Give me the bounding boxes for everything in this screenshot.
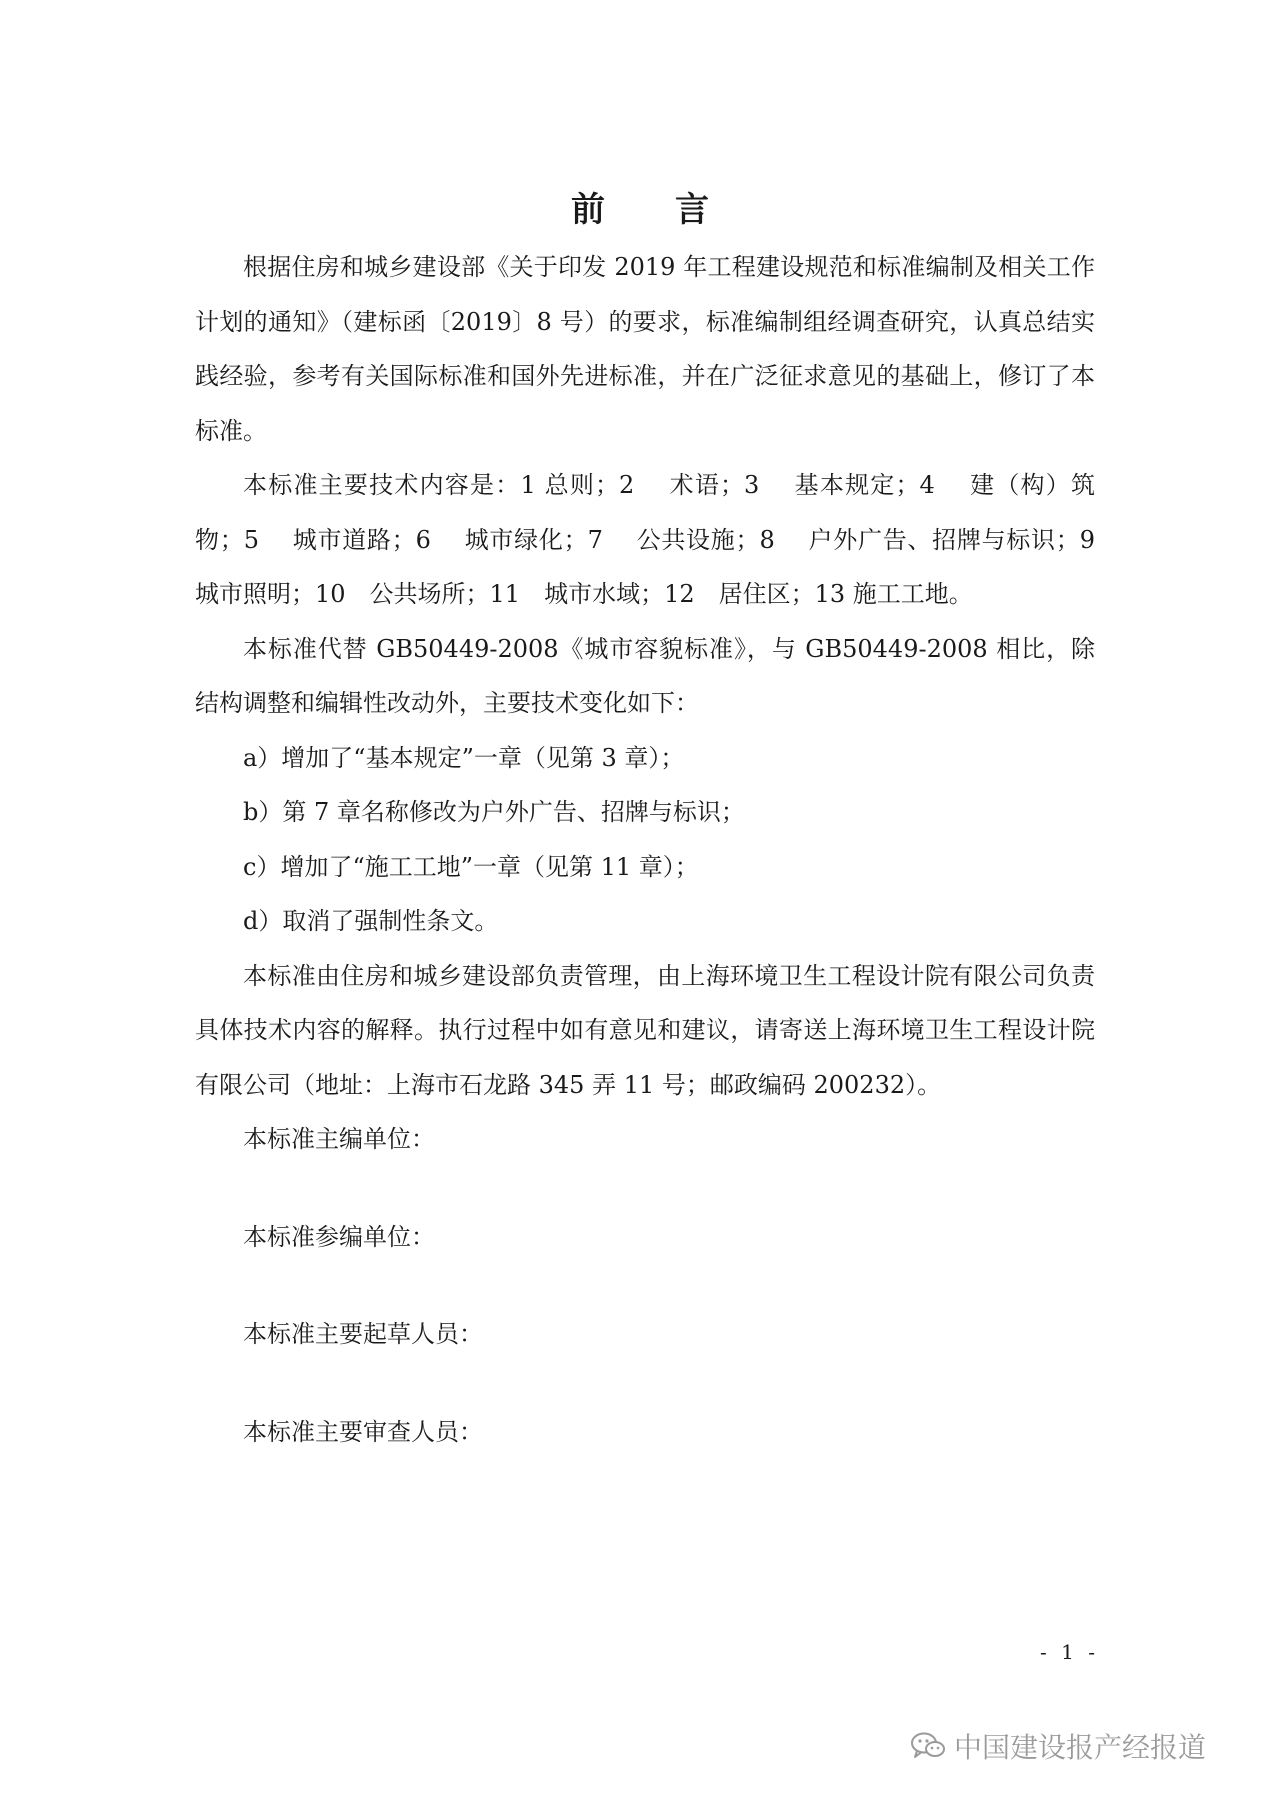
page-title: 前 言 — [571, 190, 727, 230]
label-chief-unit: 本标准主编单位： — [243, 1125, 435, 1153]
watermark-text: 中国建设报产经报道 — [954, 1731, 1207, 1764]
paragraph-technical-contents: 本标准主要技术内容是：1 总则；2 术语；3 基本规定；4 建（构）筑物；5 城市道路；6 城市绿化；7 公共设施；8 户外广告、招牌与标识；9 城市照明；10 公共场所；11 城市水域；12 居住区；13 施工工地。 — [195, 471, 1127, 608]
change-item-a: a）增加了“基本规定”一章（见第 3 章）； — [243, 743, 685, 772]
change-item-c: c）增加了“施工工地”一章（见第 11 章）； — [243, 852, 699, 881]
change-item-b: b）第 7 章名称修改为户外广告、招牌与标识； — [243, 798, 745, 826]
preface-body — [195, 240, 1127, 1459]
paragraph-replacement: 本标准代替 GB50449-2008《城市容貌标准》，与 GB50449-2008 相比，除结构调整和编辑性改动外，主要技术变化如下： — [195, 634, 1095, 717]
watermark — [910, 1726, 1206, 1766]
label-participating-units: 本标准参编单位： — [243, 1222, 435, 1251]
paragraph-background: 根据住房和城乡建设部《关于印发 2019 年工程建设规范和标准编制及相关工作计划的通知》（建标函〔2019〕8 号）的要求，标准编制组经调查研究，认真总结实践经验，参考有关国际标准和国外先进标准，并在广泛征求意见的基础上，修订了本标准。 — [195, 253, 1095, 445]
page-number: - 1 - — [1040, 1640, 1099, 1664]
wechat-icon — [910, 1731, 946, 1761]
paragraph-management: 本标准由住房和城乡建设部负责管理，由上海环境卫生工程设计院有限公司负责具体技术内容的解释。执行过程中如有意见和建议，请寄送上海环境卫生工程设计院有限公司（地址：上海市石龙路 345 弄 11 号；邮政编码 200232）。 — [195, 961, 1095, 1099]
label-reviewers: 本标准主要审查人员： — [243, 1417, 483, 1446]
label-drafters: 本标准主要起草人员： — [243, 1320, 483, 1348]
change-item-d: d）取消了强制性条文。 — [243, 907, 499, 935]
